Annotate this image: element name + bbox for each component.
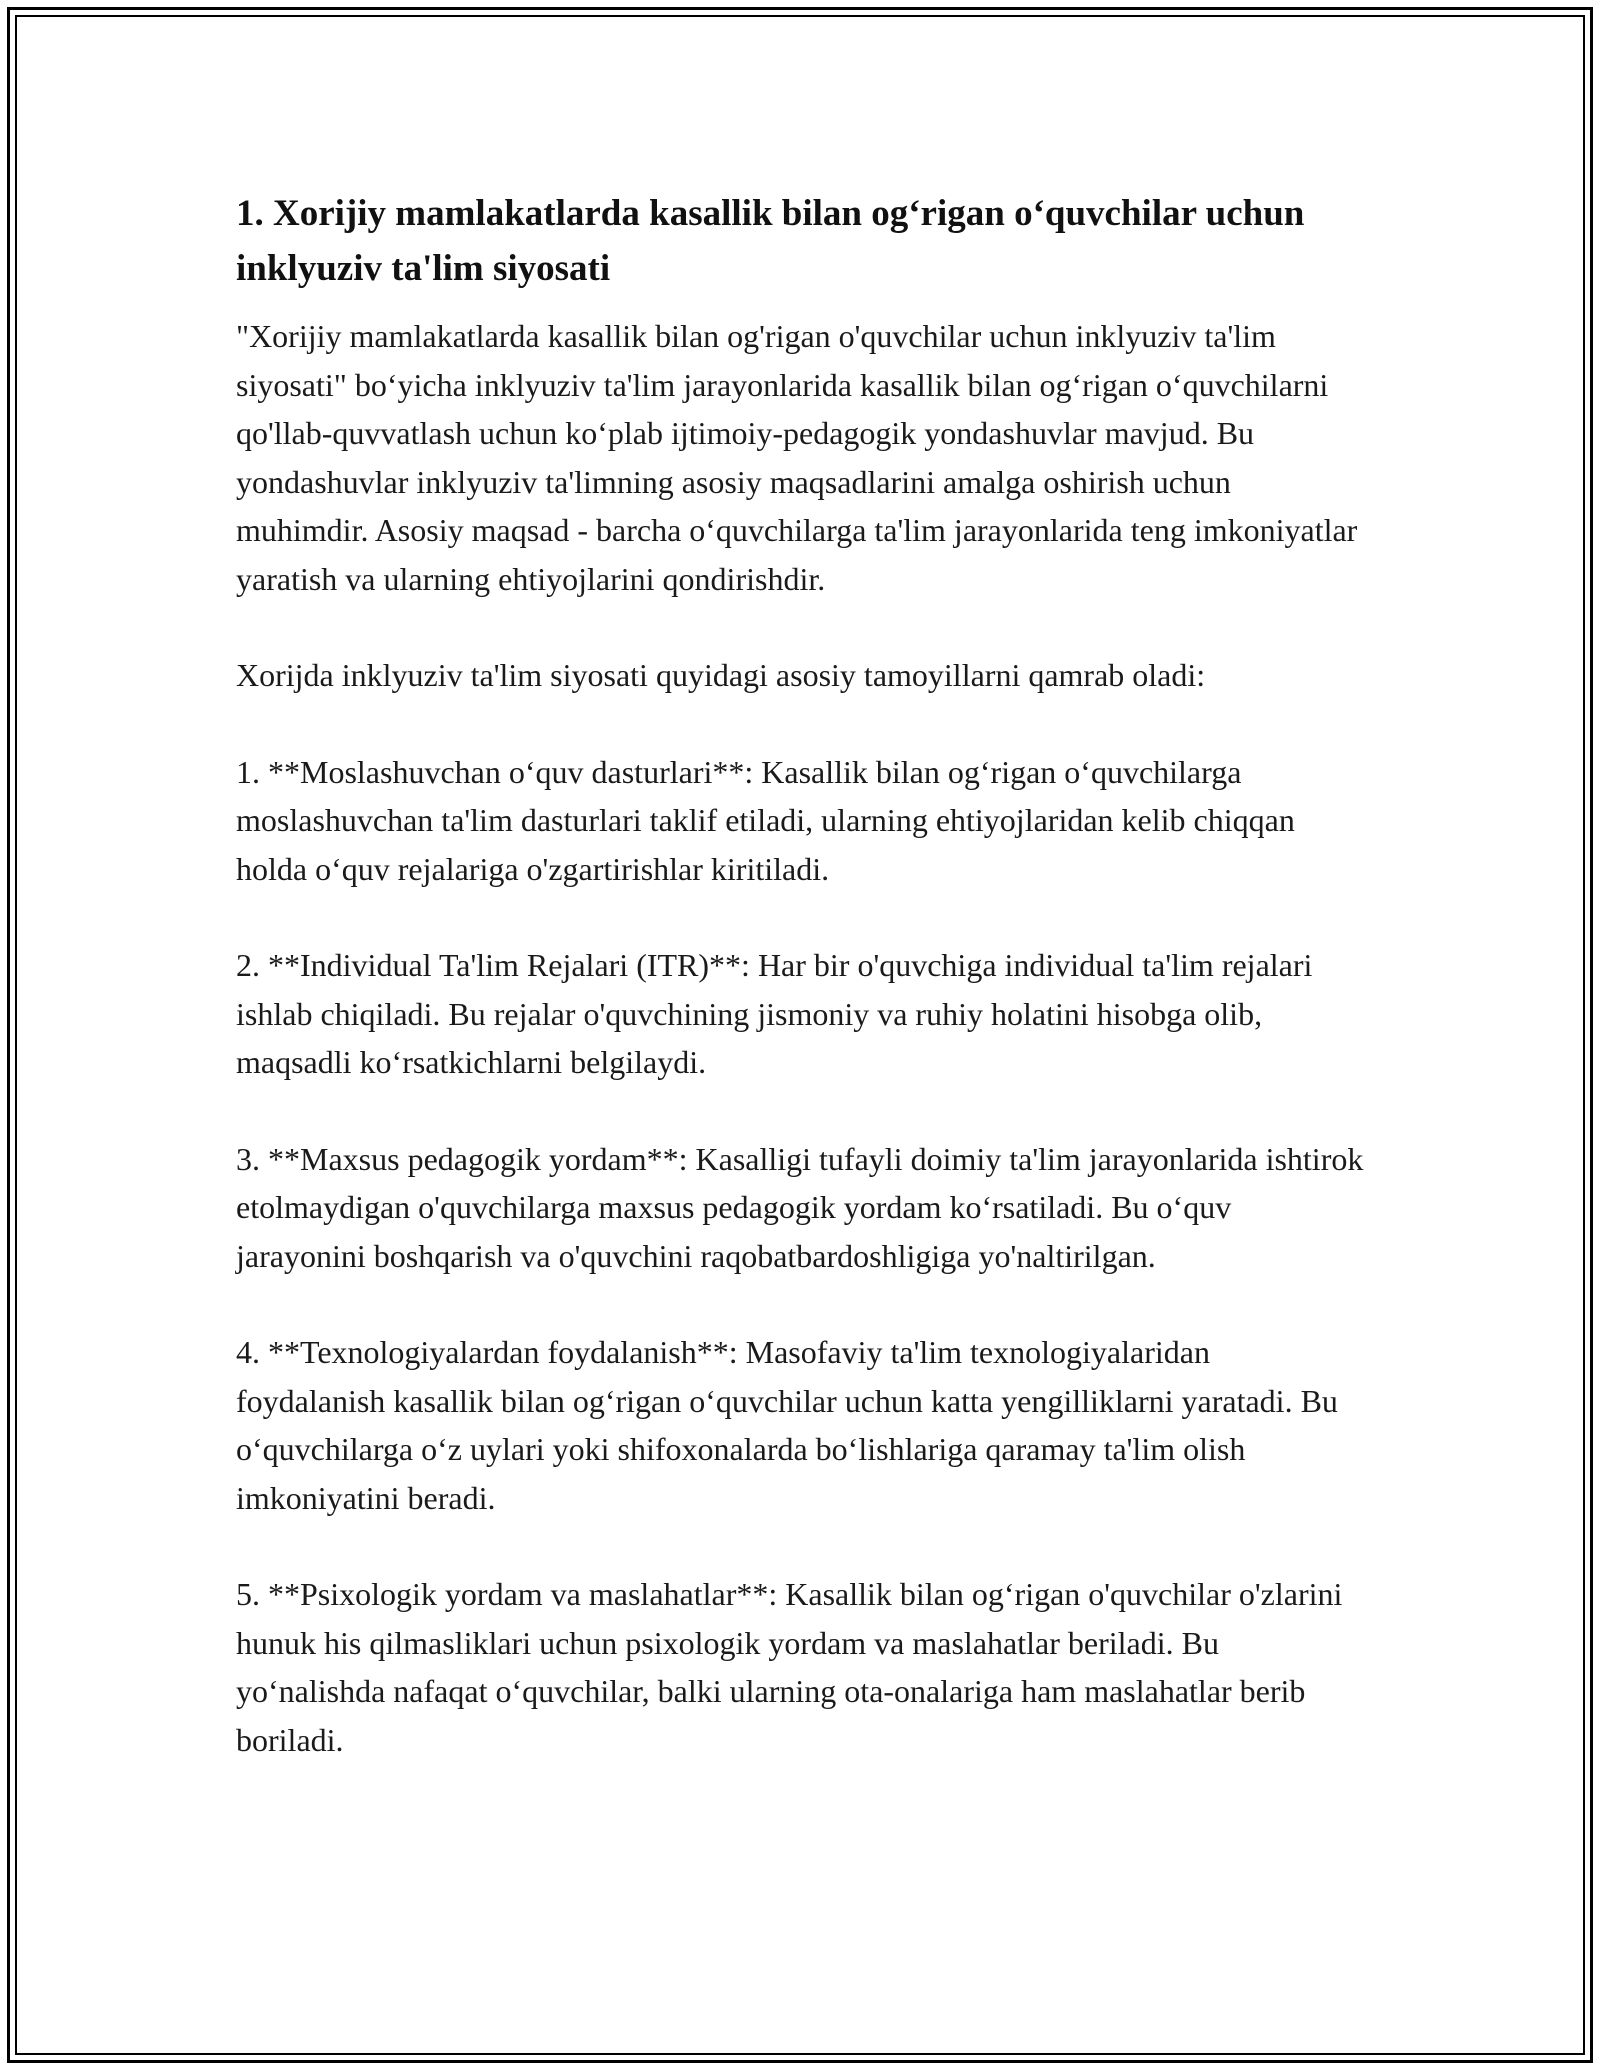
principles-lead-paragraph: Xorijda inklyuziv ta'lim siyosati quyidagi asosiy tamoyillarni qamrab oladi: [236, 657, 1206, 693]
intro-paragraph: "Xorijiy mamlakatlarda kasallik bilan og'rigan o'quvchilar uchun inklyuziv ta'lim siyosati" bo‘yicha inklyuziv ta'lim jarayonlarida kasallik bilan og‘rigan o‘quvchilarni qo'llab-quvvatlash uchun ko‘plab ijtimoiy-pedagogik yondashuvlar mavjud. Bu yondashuvlar inklyuziv ta'limning asosiy maqsadlarini amalga oshirish uchun muhimdir. Asosiy maqsad - barcha o‘quvchilarga ta'lim jarayonlarida teng imkoniyatlar yaratish va ularning ehtiyojlarini qondirishdir. [236, 318, 1358, 597]
paragraph-spacer [236, 603, 1366, 651]
principle-item-1: 1. **Moslashuvchan o‘quv dasturlari**: Kasallik bilan og‘rigan o‘quvchilarga moslashuvchan ta'lim dasturlari taklif etiladi, ularning ehtiyojlaridan kelib chiqqan holda o‘quv rejalariga o'zgartirishlar kiritiladi. [236, 753, 1295, 887]
principle-item-2: 2. **Individual Ta'lim Rejalari (ITR)**: Har bir o'quvchiga individual ta'lim rejalari ishlab chiqiladi. Bu rejalar o'quvchining jismoniy va ruhiy holatini hisobga olib, maqsadli ko‘rsatkichlarni belgilaydi. [236, 947, 1313, 1080]
principle-item-5: 5. **Psixologik yordam va maslahatlar**: Kasallik bilan og‘rigan o'quvchilar o'zlarini hunuk his qilmasliklari uchun psixologik yordam va maslahatlar beriladi. Bu yo‘nalishda nafaqat o‘quvchilar, balki ularning ota-onalariga ham maslahatlar berib boriladi. [236, 1576, 1343, 1758]
paragraph-spacer [236, 1280, 1366, 1328]
section-title: 1. Xorijiy mamlakatlarda kasallik bilan og‘rigan o‘quvchilar uchun inklyuziv ta'lim siyosati [236, 193, 1305, 289]
principle-item-3: 3. **Maxsus pedagogik yordam**: Kasalligi tufayli doimiy ta'lim jarayonlarida ishtirok etolmaydigan o'quvchilarga maxsus pedagogik yordam ko‘rsatiladi. Bu o‘quv jarayonini boshqarish va o'quvchini raqobatbardoshligiga yo'naltirilgan. [236, 1140, 1364, 1274]
paragraph-spacer [236, 893, 1366, 941]
paragraph-spacer [236, 1522, 1366, 1570]
paragraph-spacer [236, 700, 1366, 748]
document-body [236, 186, 1366, 1764]
paragraph-spacer [236, 1087, 1366, 1135]
principle-item-4: 4. **Texnologiyalardan foydalanish**: Masofaviy ta'lim texnologiyalaridan foydalanish kasallik bilan og‘rigan o‘quvchilar uchun katta yengilliklarni yaratadi. Bu o‘quvchilarga o‘z uylari yoki shifoxonalarda bo‘lishlariga qaramay ta'lim olish imkoniyatini beradi. [236, 1334, 1338, 1516]
